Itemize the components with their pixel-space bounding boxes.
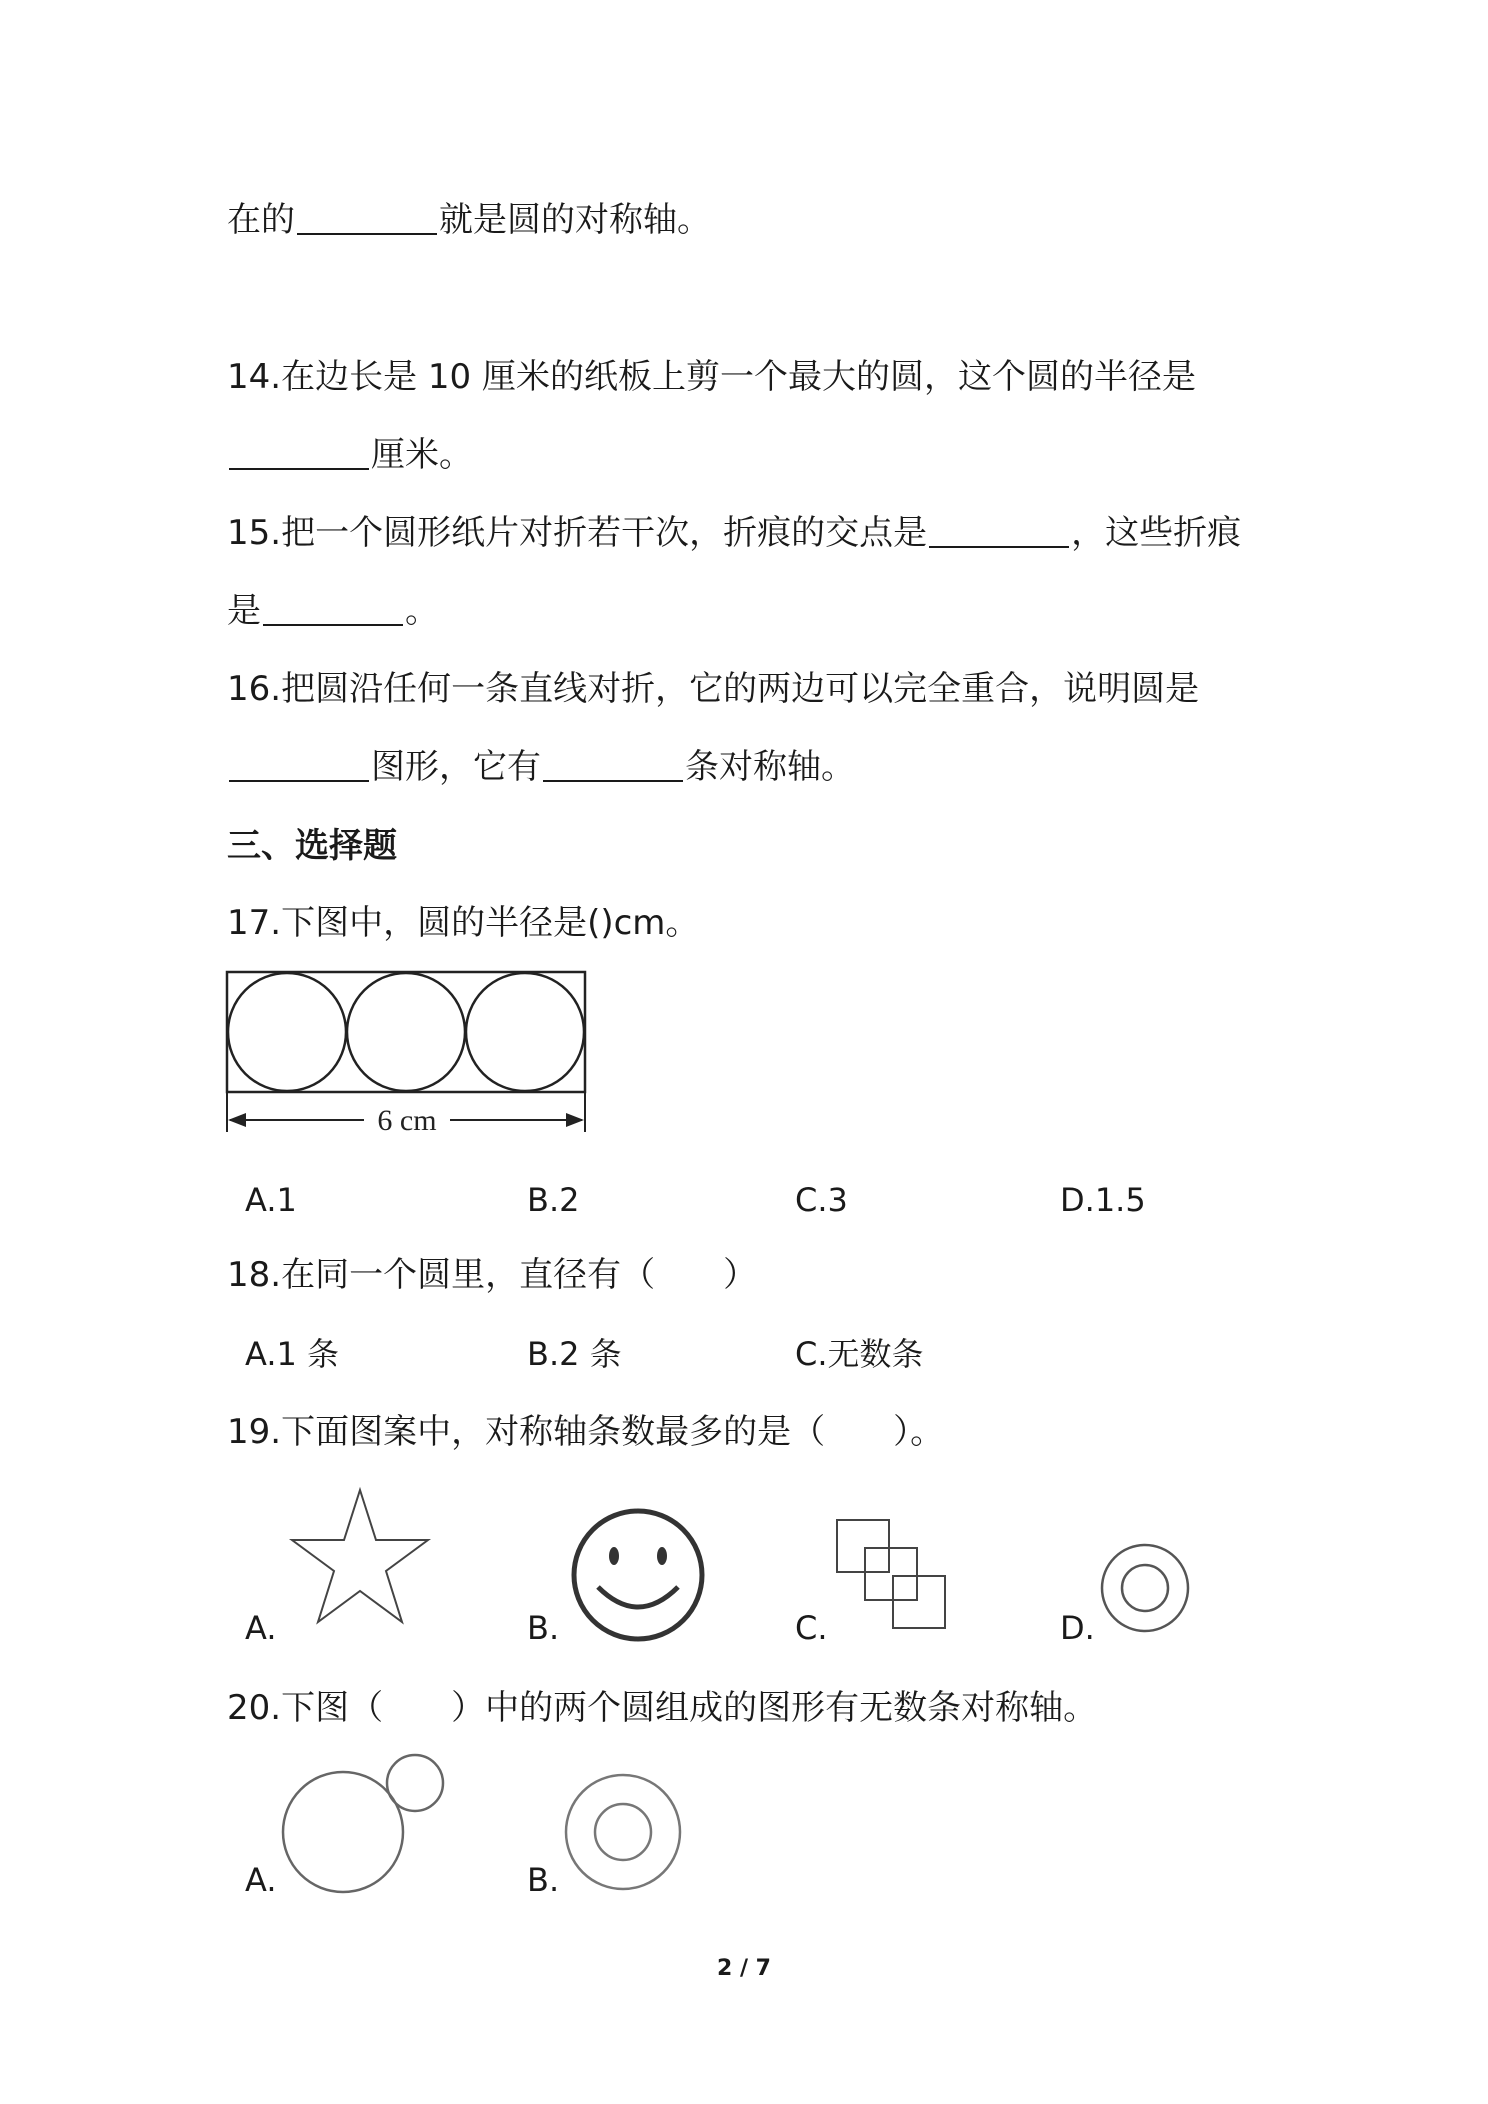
q17-text: 17.下图中，圆的半径是()cm。 — [227, 903, 700, 943]
option-b[interactable]: B. — [527, 1609, 560, 1647]
two-tangent-circles-icon — [278, 1752, 453, 1897]
option-d[interactable]: D.1.5 — [1060, 1181, 1146, 1219]
option-a[interactable]: A.1 — [245, 1181, 297, 1219]
q15-line2: 是 。 — [227, 591, 439, 631]
answer-blank[interactable] — [263, 592, 403, 626]
three-circles-figure — [224, 970, 594, 1140]
option-c[interactable]: C.无数条 — [795, 1335, 924, 1373]
q13-line: 在的 就是圆的对称轴。 — [227, 200, 711, 240]
option-d[interactable]: D. — [1060, 1609, 1095, 1647]
option-b[interactable]: B.2 条 — [527, 1335, 622, 1373]
concentric-circles-icon — [561, 1770, 686, 1895]
q15-line1: 15.把一个圆形纸片对折若干次，折痕的交点是 ，这些折痕 — [227, 513, 1242, 553]
option-c[interactable]: C. — [795, 1609, 828, 1647]
section-title: 三、选择题 — [227, 826, 397, 866]
answer-blank[interactable] — [229, 748, 369, 782]
q16-line2: 图形，它有 条对称轴。 — [227, 745, 855, 789]
q19-text: 19.下面图案中，对称轴条数最多的是（ ）。 — [227, 1412, 945, 1452]
answer-blank[interactable] — [929, 514, 1069, 548]
star-icon — [285, 1485, 435, 1630]
page-number: 2 / 7 — [717, 1956, 771, 1981]
answer-blank[interactable] — [229, 436, 369, 470]
overlapping-squares-icon — [832, 1515, 952, 1635]
q20-text: 20.下图（ ）中的两个圆组成的图形有无数条对称轴。 — [227, 1688, 1098, 1728]
answer-blank[interactable] — [543, 748, 683, 782]
concentric-circles-icon — [1097, 1540, 1193, 1636]
q18-text: 18.在同一个圆里，直径有（ ） — [227, 1255, 758, 1295]
option-a[interactable]: A.1 条 — [245, 1335, 340, 1373]
option-b[interactable]: B.2 — [527, 1181, 580, 1219]
option-a[interactable]: A. — [245, 1861, 277, 1899]
answer-blank[interactable] — [297, 201, 437, 235]
option-b[interactable]: B. — [527, 1861, 560, 1899]
smiley-icon — [568, 1505, 708, 1645]
q14-line2: 厘米。 — [227, 433, 473, 477]
option-c[interactable]: C.3 — [795, 1181, 848, 1219]
q14-line1: 14.在边长是 10 厘米的纸板上剪一个最大的圆，这个圆的半径是 — [227, 357, 1196, 397]
option-a[interactable]: A. — [245, 1609, 277, 1647]
q16-line1: 16.把圆沿任何一条直线对折，它的两边可以完全重合，说明圆是 — [227, 669, 1200, 709]
dimension-label: 6 cm — [377, 1104, 437, 1137]
